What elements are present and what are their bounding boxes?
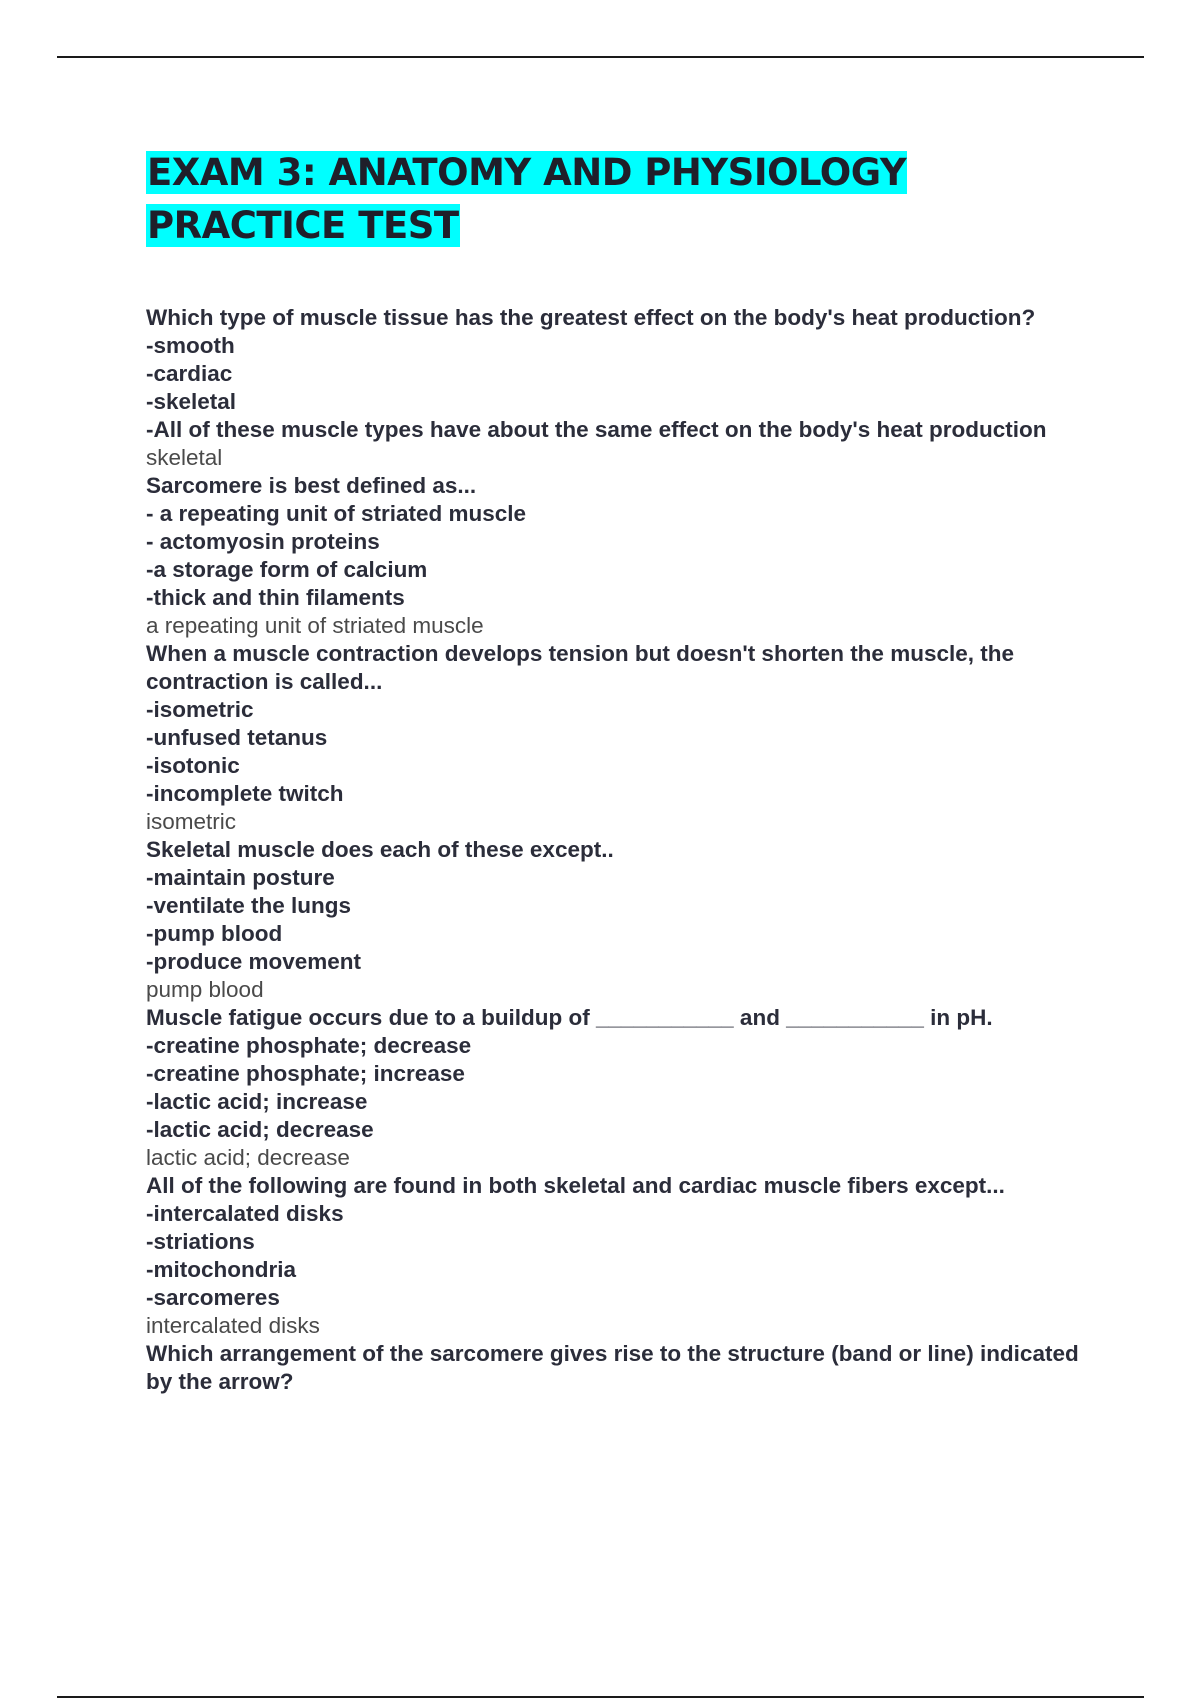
answer-option: -All of these muscle types have about the same effect on the body's heat production	[146, 417, 1047, 442]
answer-option: -unfused tetanus	[146, 725, 328, 750]
answer-option: -a storage form of calcium	[146, 557, 428, 582]
answer-option: -creatine phosphate; increase	[146, 1061, 465, 1086]
answer-option: -ventilate the lungs	[146, 893, 352, 918]
question-item	[146, 640, 1106, 836]
question-item	[146, 1004, 1106, 1172]
document-title	[146, 146, 1106, 252]
answer-option: -striations	[146, 1229, 255, 1254]
answer-option: -thick and thin filaments	[146, 585, 405, 610]
answer-option: - actomyosin proteins	[146, 529, 380, 554]
answer-option: -produce movement	[146, 949, 362, 974]
answer-option: -skeletal	[146, 389, 237, 414]
answer-option: -isometric	[146, 697, 254, 722]
answer-option: -sarcomeres	[146, 1285, 280, 1310]
answer-option: -intercalated disks	[146, 1201, 344, 1226]
answer-option: -pump blood	[146, 921, 283, 946]
answer-option: -mitochondria	[146, 1257, 296, 1282]
answer-option: -incomplete twitch	[146, 781, 344, 806]
question-text: When a muscle contraction develops tension but doesn't shorten the muscle, the contraction is called...	[146, 641, 1021, 694]
correct-answer: skeletal	[146, 445, 223, 470]
correct-answer: pump blood	[146, 977, 264, 1002]
answer-option: -lactic acid; decrease	[146, 1117, 374, 1142]
question-text: Which arrangement of the sarcomere gives rise to the structure (band or line) indicated by the arrow?	[146, 1341, 1085, 1394]
question-text: Muscle fatigue occurs due to a buildup of ___________ and ___________ in pH.	[146, 1005, 993, 1030]
title-highlight: EXAM 3: ANATOMY AND PHYSIOLOGY PRACTICE TEST	[147, 151, 907, 247]
question-item	[146, 304, 1106, 472]
correct-answer: intercalated disks	[146, 1313, 320, 1338]
question-text: All of the following are found in both skeletal and cardiac muscle fibers except...	[146, 1173, 1005, 1198]
answer-option: -maintain posture	[146, 865, 335, 890]
correct-answer: lactic acid; decrease	[146, 1145, 350, 1170]
answer-option: -smooth	[146, 333, 235, 358]
question-item	[146, 1172, 1106, 1340]
question-item	[146, 1340, 1106, 1396]
question-item	[146, 836, 1106, 1004]
answer-option: - a repeating unit of striated muscle	[146, 501, 527, 526]
question-list	[146, 304, 1106, 1396]
question-text: Which type of muscle tissue has the greatest effect on the body's heat production?	[146, 305, 1036, 330]
answer-option: -cardiac	[146, 361, 233, 386]
question-item	[146, 472, 1106, 640]
correct-answer: a repeating unit of striated muscle	[146, 613, 484, 638]
correct-answer: isometric	[146, 809, 237, 834]
page-content	[146, 146, 1106, 1396]
header-rule	[57, 56, 1144, 58]
footer-rule	[57, 1696, 1144, 1698]
answer-option: -isotonic	[146, 753, 240, 778]
answer-option: -lactic acid; increase	[146, 1089, 368, 1114]
question-text: Skeletal muscle does each of these except..	[146, 837, 614, 862]
answer-option: -creatine phosphate; decrease	[146, 1033, 472, 1058]
question-text: Sarcomere is best defined as...	[146, 473, 477, 498]
